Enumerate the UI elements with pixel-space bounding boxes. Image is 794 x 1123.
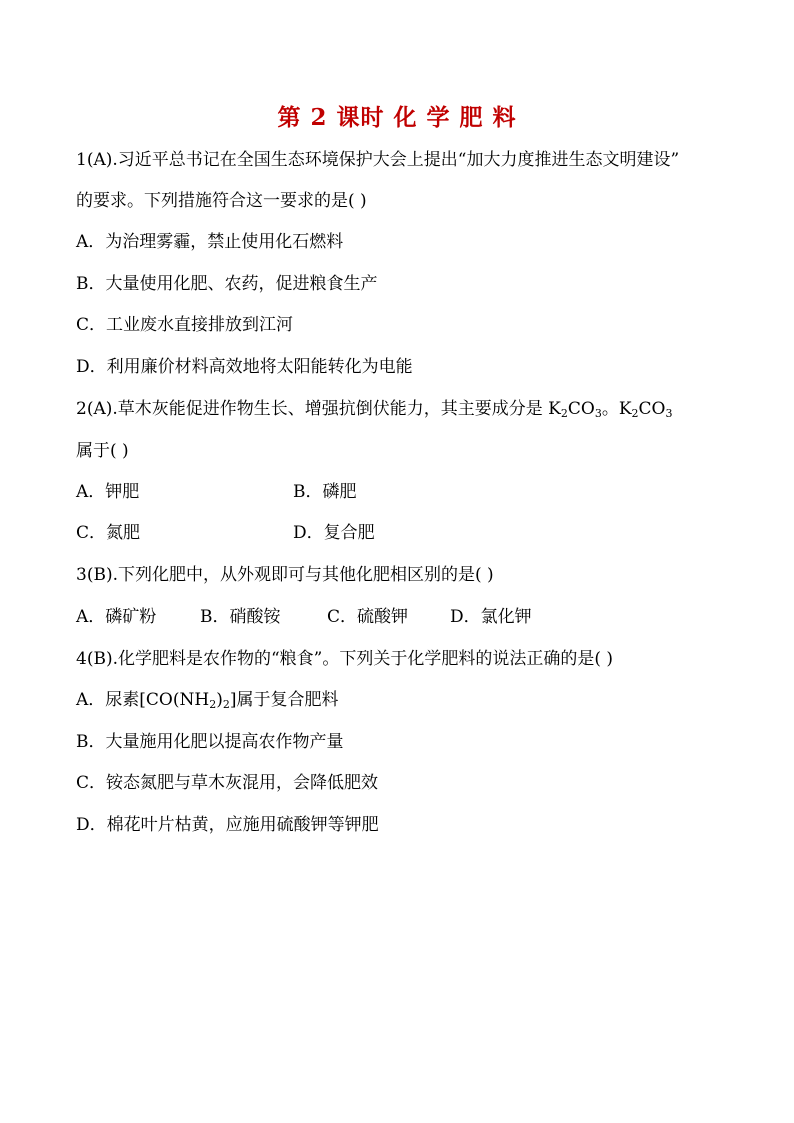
q4-subscript: 2 xyxy=(222,698,230,711)
q3-option-d: D．氯化钾 xyxy=(450,607,532,627)
q4-option-a-text: A．尿素[CO(NH xyxy=(76,690,210,710)
q2-stem-text: 2(A).草木灰能促进作物生长、增强抗倒伏能力，其主要成分是 K xyxy=(76,399,561,419)
q3-stem: 3(B).下列化肥中，从外观即可与其他化肥相区别的是( ) xyxy=(76,565,494,585)
q2-subscript: 2 xyxy=(560,407,568,420)
q4-option-d: D．棉花叶片枯黄，应施用硫酸钾等钾肥 xyxy=(76,815,379,835)
q2-subscript: 3 xyxy=(665,407,673,420)
q1-option-b: B．大量使用化肥、农药，促进粮食生产 xyxy=(76,274,378,294)
q2-option-b: B．磷肥 xyxy=(293,482,357,502)
q4-subscript: 2 xyxy=(209,698,217,711)
q4-option-a-text: ]属于复合肥料 xyxy=(229,690,339,710)
q4-option-b: B．大量施用化肥以提高农作物产量 xyxy=(76,732,344,752)
q1-option-d: D．利用廉价材料高效地将太阳能转化为电能 xyxy=(76,357,413,377)
q2-stem-line2: 属于( ) xyxy=(76,441,129,461)
q1-option-a: A．为治理雾霾，禁止使用化石燃料 xyxy=(76,232,344,252)
q2-stem-line1 xyxy=(76,397,672,421)
q2-subscript: 2 xyxy=(631,407,639,420)
q1-option-c: C．工业废水直接排放到江河 xyxy=(76,315,294,335)
q2-formula-part: CO xyxy=(638,399,666,419)
q2-formula-part: CO xyxy=(567,399,595,419)
q2-option-d: D．复合肥 xyxy=(293,523,375,543)
page-title: 第 2 课时 化 学 肥 料 xyxy=(277,104,517,131)
q2-option-a: A．钾肥 xyxy=(76,482,140,502)
q3-option-a: A．磷矿粉 xyxy=(76,607,157,627)
q4-option-a xyxy=(76,688,338,712)
q3-option-b: B．硝酸铵 xyxy=(200,607,281,627)
q3-option-c: C．硫酸钾 xyxy=(327,607,409,627)
q2-stem-text: 。K xyxy=(601,399,632,419)
q1-stem-line2: 的要求。下列措施符合这一要求的是( ) xyxy=(76,191,367,211)
q4-stem: 4(B).化学肥料是农作物的“粮食”。下列关于化学肥料的说法正确的是( ) xyxy=(76,649,614,669)
q2-subscript: 3 xyxy=(594,407,602,420)
q4-option-a-text: ) xyxy=(216,690,223,710)
q1-stem-line1: 1(A).习近平总书记在全国生态环境保护大会上提出“加大力度推进生态文明建设” xyxy=(76,150,680,170)
q4-option-c: C．铵态氮肥与草木灰混用，会降低肥效 xyxy=(76,773,379,793)
q2-option-c: C．氮肥 xyxy=(76,523,141,543)
